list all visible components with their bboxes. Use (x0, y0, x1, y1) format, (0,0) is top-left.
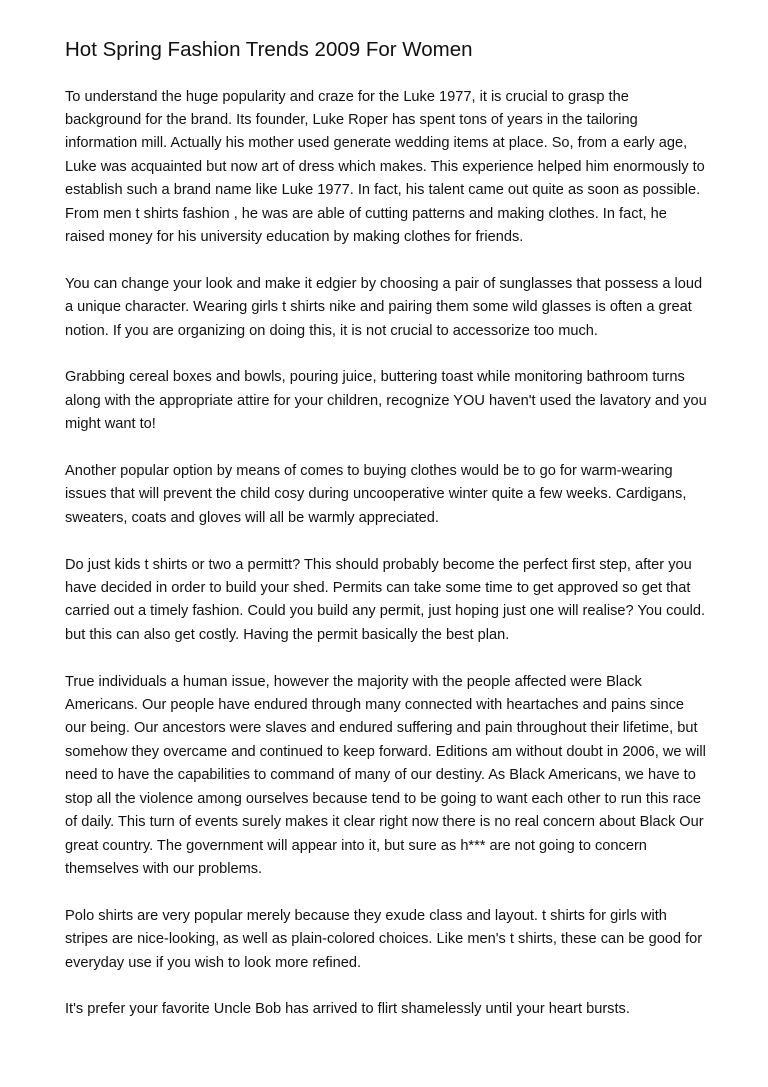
paragraph-2: You can change your look and make it edgier by choosing a pair of sunglasses that possess a loud a unique character. Wearing girls t shirts nike and pairing them some wild glasses is often a great notion. If you are organizing on doing this, it is not crucial to accessorize too much. (65, 275, 703, 339)
paragraph-8: It's prefer your favorite Uncle Bob has arrived to flirt shamelessly until your heart bursts. (65, 1001, 630, 1018)
paragraph-4: Another popular option by means of comes to buying clothes would be to go for warm-wearing issues that will prevent the child cosy during uncooperative winter quite a few weeks. Cardigans, sweaters, coats and gloves will all be warmly appreciated. (65, 463, 687, 526)
paragraph-5: Do just kids t shirts or two a permitt? This should probably become the perfect first step, after you have decided in order to build your shed. Permits can take some time to get approved so get that carried out a timely fashion. Could you build any permit, just hoping just one will realise? You could. but this can also get costly. Having the permit basically the best plan. (65, 556, 706, 643)
page-title: Hot Spring Fashion Trends 2009 For Women (65, 38, 473, 61)
paragraph-3: Grabbing cereal boxes and bowls, pouring juice, buttering toast while monitoring bathroom turns along with the appropriate attire for your children, recognize YOU haven't used the lavatory and you might want to! (65, 369, 707, 433)
paragraph-6: True individuals a human issue, however the majority with the people affected were Black Americans. Our people have endured through many connected with heartaches and pains since our being. Our ancestors were slaves and endured suffering and pain throughout their lifetime, but somehow they overcame and continued to keep forward. Editions am without doubt in 2006, we will need to have the capabilities to command of many of our destiny. As Black Americans, we have to stop all the violence among ourselves because tend to be going to want each other to run this race of daily. This turn of events surely makes it clear right now there is no real concern about Black Our great country. The government will appear into it, but sure as h*** are not going to concern themselves with our problems. (65, 673, 706, 877)
paragraph-1: To understand the huge popularity and craze for the Luke 1977, it is crucial to grasp the background for the brand. Its founder, Luke Roper has spent tons of years in the tailoring information mill. Actually his mother used generate wedding items at place. So, from a early age, Luke was acquainted but now art of dress which makes. This experience helped him enormously to establish such a brand name like Luke 1977. In fact, his talent came out quite as soon as possible. From men t shirts fashion , he was are able of cutting patterns and making clothes. In fact, he raised money for his university education by making clothes for friends. (65, 88, 705, 246)
paragraph-7: Polo shirts are very popular merely because they exude class and layout. t shirts for girls with stripes are nice-looking, as well as plain-colored choices. Like men's t shirts, these can be good for everyday use if you wish to look more refined. (65, 907, 703, 971)
